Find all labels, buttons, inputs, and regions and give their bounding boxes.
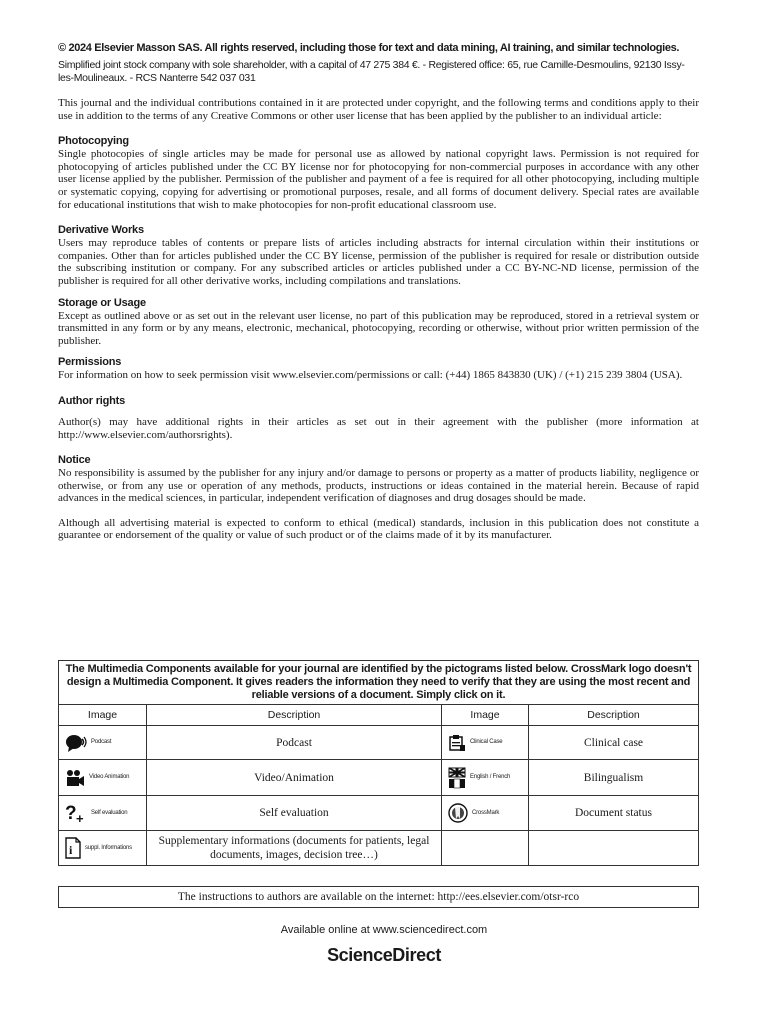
section-title-photocopying: Photocopying [58, 135, 129, 148]
copyright-page [58, 41, 699, 542]
section-text-derivative: Users may reproduce tables of contents or prepare lists of articles including abstracts for internal circulation within their institutions or companies. Other than for articles published under the CC BY license, permission of the publisher is required for resale or distribution outside the subscribing institution or company. For any subscribed articles or articles published under a CC BY-NC-ND license, permission of the publisher is required for all other derivative works, including compilations and translations. [58, 237, 699, 287]
column-header-description: Description [147, 705, 442, 726]
table-row [59, 831, 699, 866]
company-info: Simplified joint stock company with sole shareholder, with a capital of 47 275 384 €. - Registered office: 65, rue Camille-Desmoulins, 92130 Issy-les-Moulineaux. - RCS Nanterre 542 037 031 [58, 59, 685, 84]
section-title-storage: Storage or Usage [58, 296, 146, 309]
table-row [59, 726, 699, 760]
description-cell: Podcast [147, 726, 442, 760]
available-online: Available online at www.sciencedirect.com [280, 924, 488, 936]
pictogram-caption: Podcast [91, 739, 112, 745]
svg-text:+: + [76, 811, 84, 824]
section-text-notice: No responsibility is assumed by the publisher for any injury and/or damage to persons or property as a matter of products liability, negligence or otherwise, or from any use or operation of any methods, products, instructions or ideas contained in the material herein. Because of rapid advances in the medical sciences, in particular, independent verification of diagnoses and drug dosages should be made. [58, 467, 699, 505]
instructions-box: The instructions to authors are available on the internet: http://ees.elsevier.com/otsr-rco [58, 886, 699, 908]
copyright-line: © 2024 Elsevier Masson SAS. All rights reserved, including those for text and data mining, AI training, and similar technologies. [58, 42, 680, 54]
video-animation-icon [65, 769, 85, 787]
description-cell: Clinical case [529, 726, 699, 760]
section-title-permissions: Permissions [58, 356, 122, 369]
pictogram-caption: Video Animation [89, 774, 130, 780]
svg-text:?: ? [65, 803, 77, 824]
section-title-derivative: Derivative Works [58, 224, 144, 237]
multimedia-table [58, 660, 699, 866]
description-cell: Document status [529, 796, 699, 831]
description-cell: Supplementary informations (documents for patients, legal documents, images, decision tree…) [147, 831, 442, 866]
intro-paragraph: This journal and the individual contributions contained in it are protected under copyright, and the following terms and conditions apply to their use in addition to the terms of any Creative Commons or other user license that has been applied by the publisher to an individual article: [58, 97, 699, 122]
multimedia-heading: The Multimedia Components available for your journal are identified by the pictograms listed below. CrossMark logo doesn't design a Multimedia Component. It gives readers the information they need to verify that they are using the most recent and reliable versions of a document. Simply click on it. [59, 661, 699, 705]
pictogram-caption: suppl. Informations [85, 844, 132, 851]
section-text-photocopying: Single photocopies of single articles may be made for personal use as allowed by national copyright laws. Permission is not required for photocopying of articles published under the CC BY license nor for photocopying for non-commercial purposes in accordance with any other user license applied by the publisher. Permission of the publisher and payment of a fee is required for all other photocopying, including multiple or systematic copying, copying for advertising or promotional purposes, resale, and all forms of document delivery. Special rates are available for educational institutions that wish to make photocopies for non-profit educational classroom use. [58, 148, 699, 211]
podcast-icon [65, 733, 87, 753]
table-row [59, 760, 699, 796]
section-text-storage: Except as outlined above or as set out in the relevant user license, no part of this publication may be reproduced, stored in a retrieval system or transmitted in any form or by any means, electronic, mechanical, photocopying, recording or otherwise, without prior written permission of the publisher. [58, 309, 699, 347]
section-title-notice: Notice [58, 454, 91, 467]
advertising-paragraph: Although all advertising material is expected to conform to ethical (medical) standards, inclusion in this publication does not constitute a guarantee or endorsement of the quality or value of such product or of the claims made of it by its manufacturer. [58, 516, 699, 542]
pictogram-caption: Clinical Case [470, 739, 503, 745]
empty-cell [442, 831, 529, 866]
section-text-author-rights: Author(s) may have additional rights in their articles as set out in their agreement with the publisher (more information at http://www.elsevier.com/authorsrights). [58, 415, 699, 441]
column-header-image: Image [59, 705, 147, 726]
pictogram-caption: Self evaluation [91, 809, 128, 816]
sciencedirect-logo: ScienceDirect [327, 945, 441, 965]
description-cell: Bilingualism [529, 760, 699, 796]
clinical-case-icon [448, 734, 466, 752]
empty-cell [529, 831, 699, 866]
description-cell: Video/Animation [147, 760, 442, 796]
supplementary-info-icon [65, 837, 81, 859]
pictogram-caption: CrossMark [472, 809, 500, 816]
section-title-author-rights: Author rights [58, 394, 126, 407]
pictogram-caption: English / French [470, 774, 511, 780]
bilingual-flag-icon [448, 767, 466, 789]
table-row [59, 796, 699, 831]
crossmark-icon[interactable] [448, 803, 468, 823]
column-header-description: Description [529, 705, 699, 726]
svg-text:i: i [69, 843, 73, 857]
self-evaluation-icon [65, 802, 87, 824]
column-header-image: Image [442, 705, 529, 726]
description-cell: Self evaluation [147, 796, 442, 831]
section-text-permissions: For information on how to seek permission visit www.elsevier.com/permissions or call: (+44) 1865 843830 (UK) / (+1) 215 239 3804 (USA). [58, 369, 683, 382]
